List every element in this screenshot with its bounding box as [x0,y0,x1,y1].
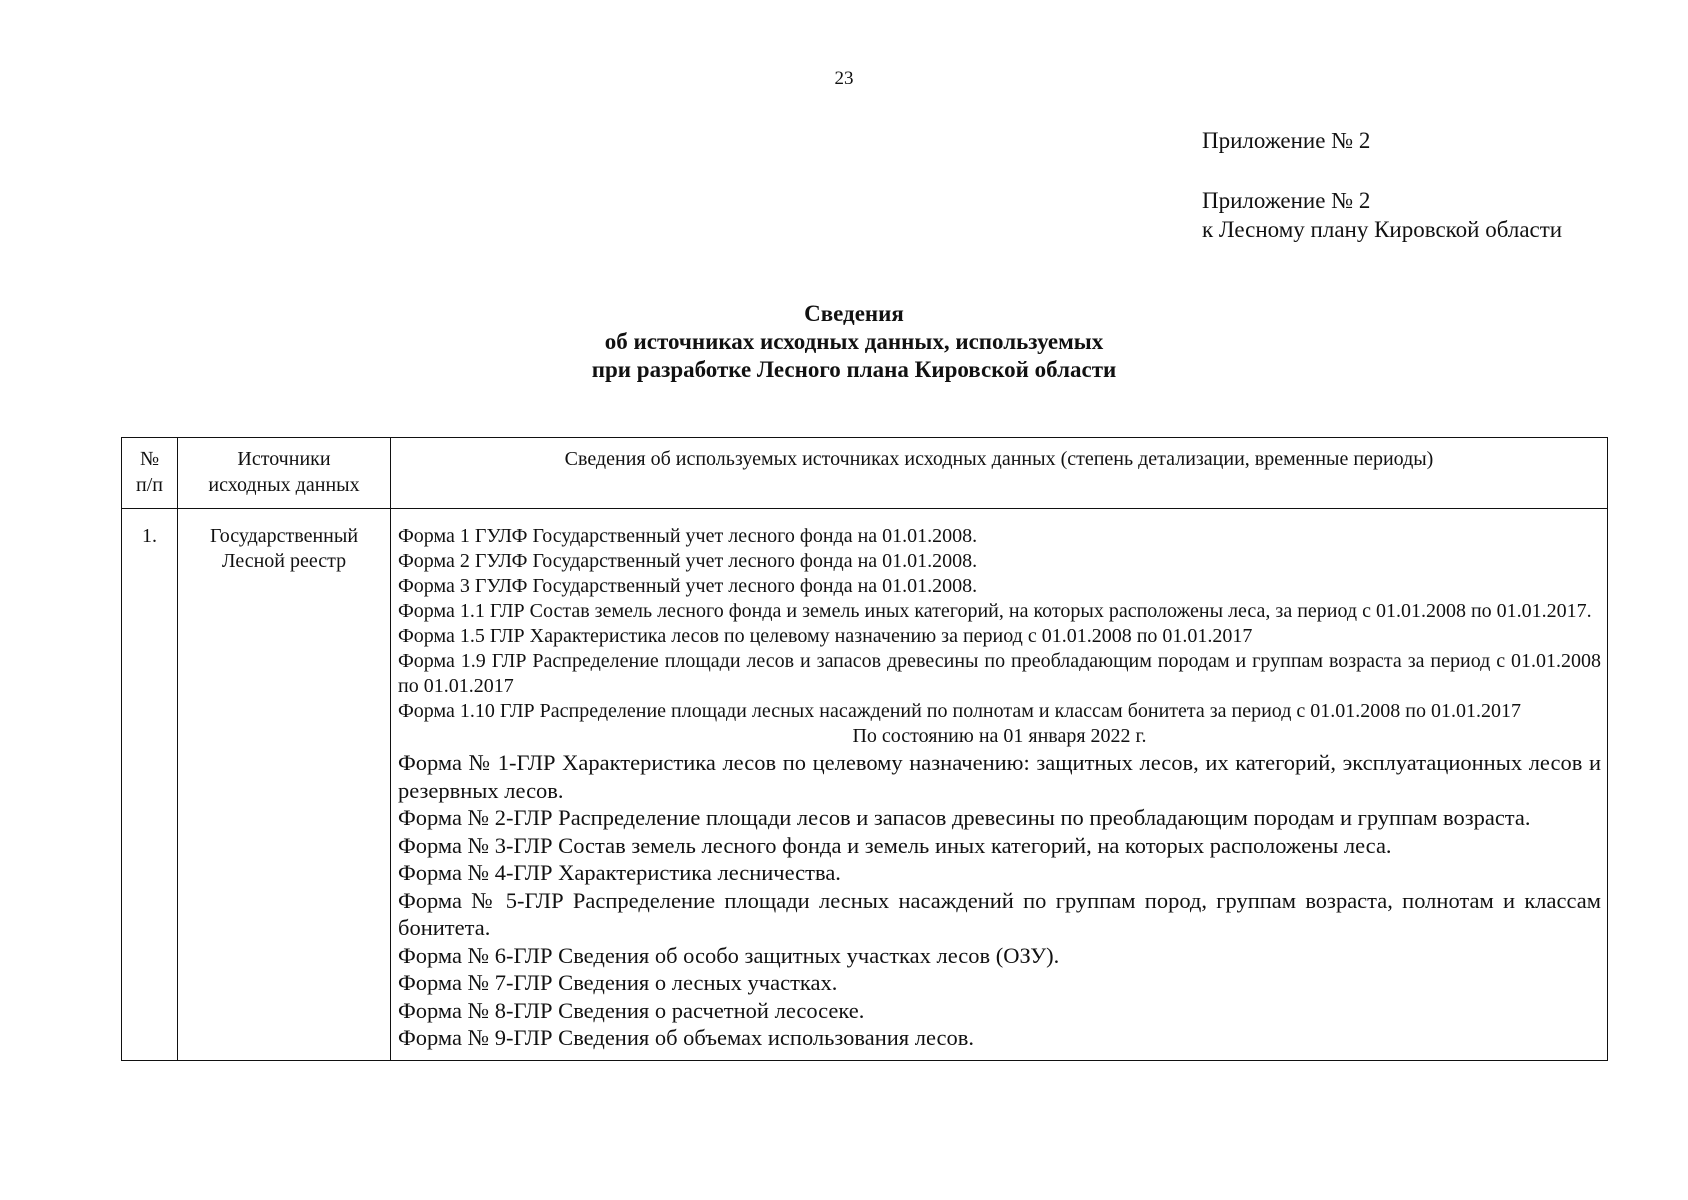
form-line: Форма № 7-ГЛР Сведения о лесных участках. [398,970,838,995]
table-row [122,509,1608,1061]
form-line: Форма № 6-ГЛР Сведения об особо защитных участках лесов (ОЗУ). [398,942,1060,968]
form-line: Форма 1.10 ГЛР Распределение площади лесных насаждений по полнотам и классам бонитета за период с 01.01.2008 по 01.01.2017 [398,700,1521,722]
form-line: Форма № 9-ГЛР Сведения об объемах использования лесов. [398,1025,975,1050]
form-line: Форма 1.5 ГЛР Характеристика лесов по целевому назначению за период с 01.01.2008 по 01.01.2017 [398,625,1253,647]
header-source [178,438,391,509]
row-number: 1. [122,509,178,1061]
form-line: Форма № 2-ГЛР Распределение площади лесов и запасов древесины по преобладающим породам и группам возраста. [398,805,1531,830]
form-line: Форма 2 ГУЛФ Государственный учет лесного фонда на 01.01.2008. [398,550,978,572]
form-line: Форма № 4-ГЛР Характеристика лесничества. [398,860,841,885]
appendix-reference-line1: Приложение № 2 [1202,188,1371,213]
form-line: Форма 3 ГУЛФ Государственный учет лесного фонда на 01.01.2008. [398,575,978,597]
header-details: Сведения об используемых источниках исходных данных (степень детализации, временные периоды) [391,438,1608,509]
row-source-line2: Лесной реестр [221,550,347,572]
form-line: Форма № 1-ГЛР Характеристика лесов по целевому назначению: защитных лесов, их категорий, эксплуатационных лесов и резервных лесов. [398,750,1601,803]
header-source-line1: Источники [237,448,331,470]
form-line: Форма № 3-ГЛР Состав земель лесного фонда и земель иных категорий, на которых расположены леса. [398,832,1392,858]
row-source [178,509,391,1061]
form-line: Форма 1.1 ГЛР Состав земель лесного фонда и земель иных категорий, на которых расположены леса, за период с 01.01.2008 по 01.01.2017. [398,600,1592,622]
title-line3: при разработке Лесного плана Кировской области [591,357,1117,382]
state-date-heading: По состоянию на 01 января 2022 г. [852,725,1147,747]
form-line: Форма № 8-ГЛР Сведения о расчетной лесосеке. [398,997,865,1023]
header-number [122,438,178,509]
sources-table [121,437,1608,1061]
table-header-row [122,438,1608,509]
row-details [391,509,1608,1061]
header-source-line2: исходных данных [208,474,360,496]
appendix-reference-line2: к Лесному плану Кировской области [1202,217,1563,242]
row-source-line1: Государственный [209,525,359,547]
appendix-reference [1202,186,1562,244]
title-line1: Сведения [804,301,904,326]
header-number-line2: п/п [136,474,163,496]
header-number-line1: № [139,448,160,470]
appendix-mark: Приложение № 2 [1202,128,1371,153]
form-line: Форма № 5-ГЛР Распределение площади лесных насаждений по группам пород, группам возраста, полнотам и классам бонитета. [398,887,1601,940]
form-line: Форма 1 ГУЛФ Государственный учет лесного фонда на 01.01.2008. [398,525,978,547]
title-line2: об источниках исходных данных, используемых [604,329,1104,354]
document-title [0,300,1688,384]
form-line: Форма 1.9 ГЛР Распределение площади лесов и запасов древесины по преобладающим породам и группам возраста за период с 01.01.2008 по 01.01.2017 [398,650,1601,697]
page-number: 23 [834,68,854,89]
